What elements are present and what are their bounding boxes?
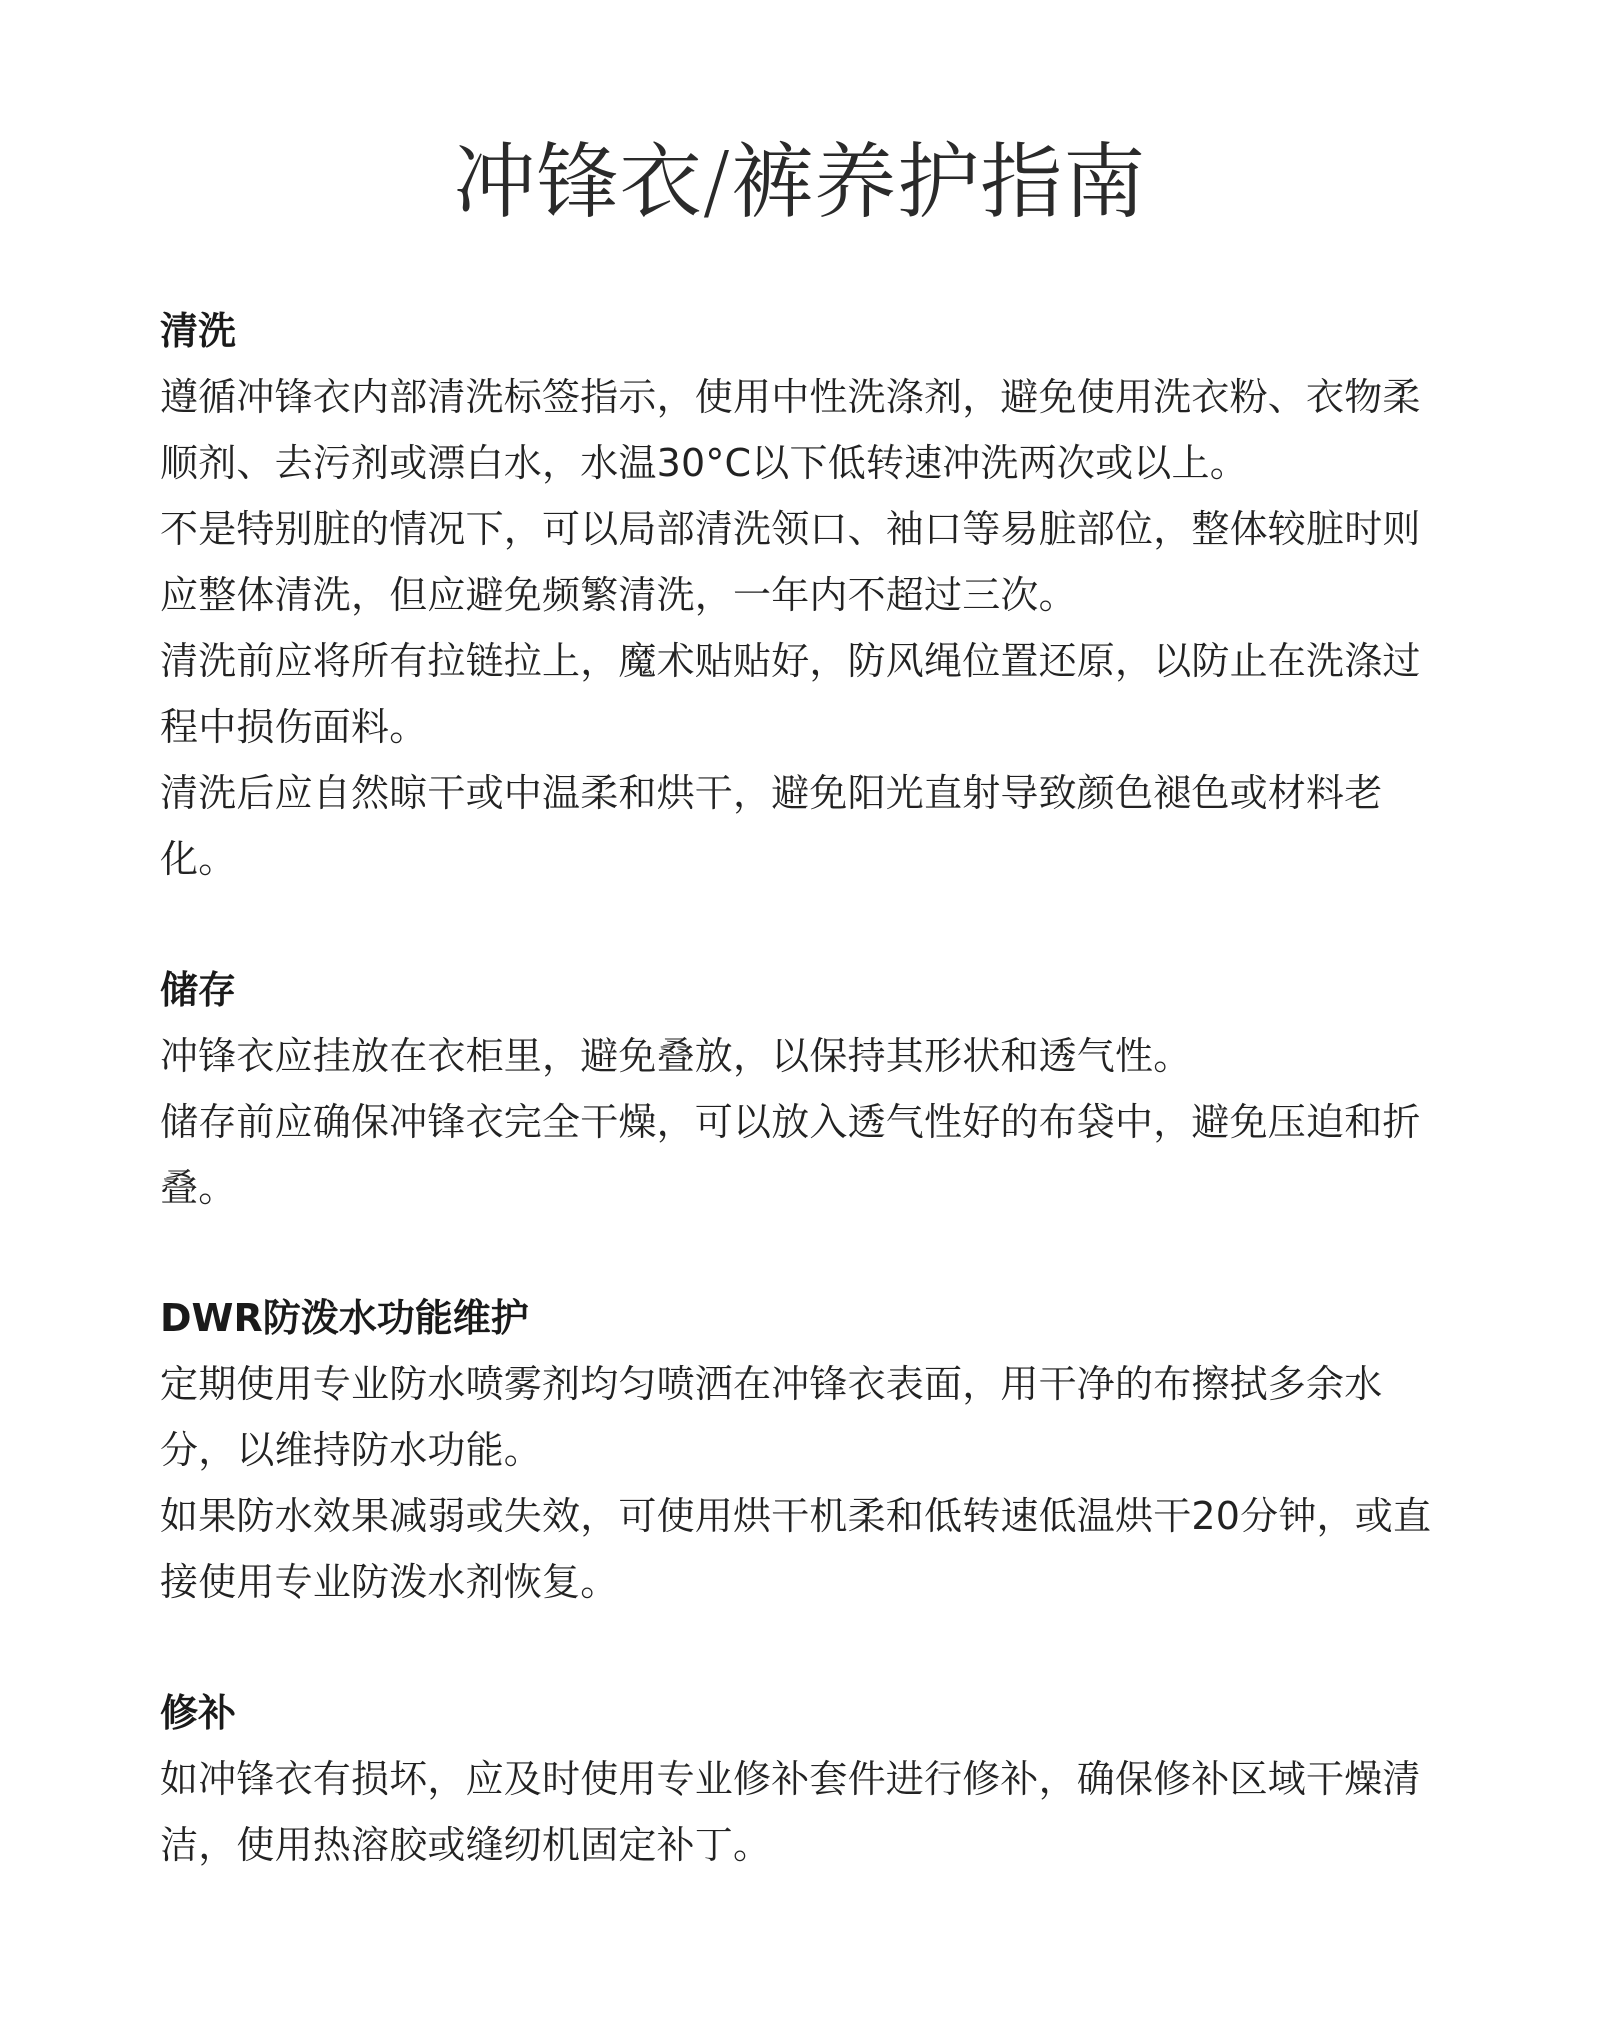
dwr-paragraph-2: 如果防水效果减弱或失效，可使用烘干机柔和低转速低温烘干20分钟，或直接使用专业防泼水剂恢复。 [160, 1494, 1432, 1604]
storage-paragraph-2: 储存前应确保冲锋衣完全干燥，可以放入透气性好的布袋中，避免压迫和折叠。 [160, 1100, 1421, 1210]
section-heading-storage: 储存 [160, 968, 237, 1012]
washing-paragraph-3: 清洗前应将所有拉链拉上，魔术贴贴好，防风绳位置还原，以防止在洗涤过程中损伤面料。 [160, 639, 1421, 749]
section-heading-repair: 修补 [160, 1691, 237, 1735]
dwr-paragraph-1: 定期使用专业防水喷雾剂均匀喷洒在冲锋衣表面，用干净的布擦拭多余水分，以维持防水功能。 [160, 1362, 1383, 1472]
washing-paragraph-1: 遵循冲锋衣内部清洗标签指示，使用中性洗涤剂，避免使用洗衣粉、衣物柔顺剂、去污剂或漂白水，水温30°C以下低转速冲洗两次或以上。 [160, 375, 1421, 485]
repair-paragraph-1: 如冲锋衣有损坏，应及时使用专业修补套件进行修补，确保修补区域干燥清洁，使用热溶胶或缝纫机固定补丁。 [160, 1757, 1421, 1867]
page-title: 冲锋衣/裤养护指南 [453, 135, 1147, 230]
section-dwr-maintenance [160, 1285, 1450, 1615]
section-heading-dwr: DWR防泼水功能维护 [160, 1296, 529, 1340]
section-heading-washing: 清洗 [160, 309, 237, 353]
storage-paragraph-1: 冲锋衣应挂放在衣柜里，避免叠放，以保持其形状和透气性。 [160, 1034, 1192, 1078]
washing-paragraph-4: 清洗后应自然晾干或中温柔和烘干，避免阳光直射导致颜色褪色或材料老化。 [160, 771, 1383, 881]
washing-paragraph-2: 不是特别脏的情况下，可以局部清洗领口、袖口等易脏部位，整体较脏时则应整体清洗，但应避免频繁清洗，一年内不超过三次。 [160, 507, 1421, 617]
section-washing [160, 298, 1450, 892]
section-storage [160, 957, 1450, 1221]
section-repair [160, 1680, 1450, 1878]
